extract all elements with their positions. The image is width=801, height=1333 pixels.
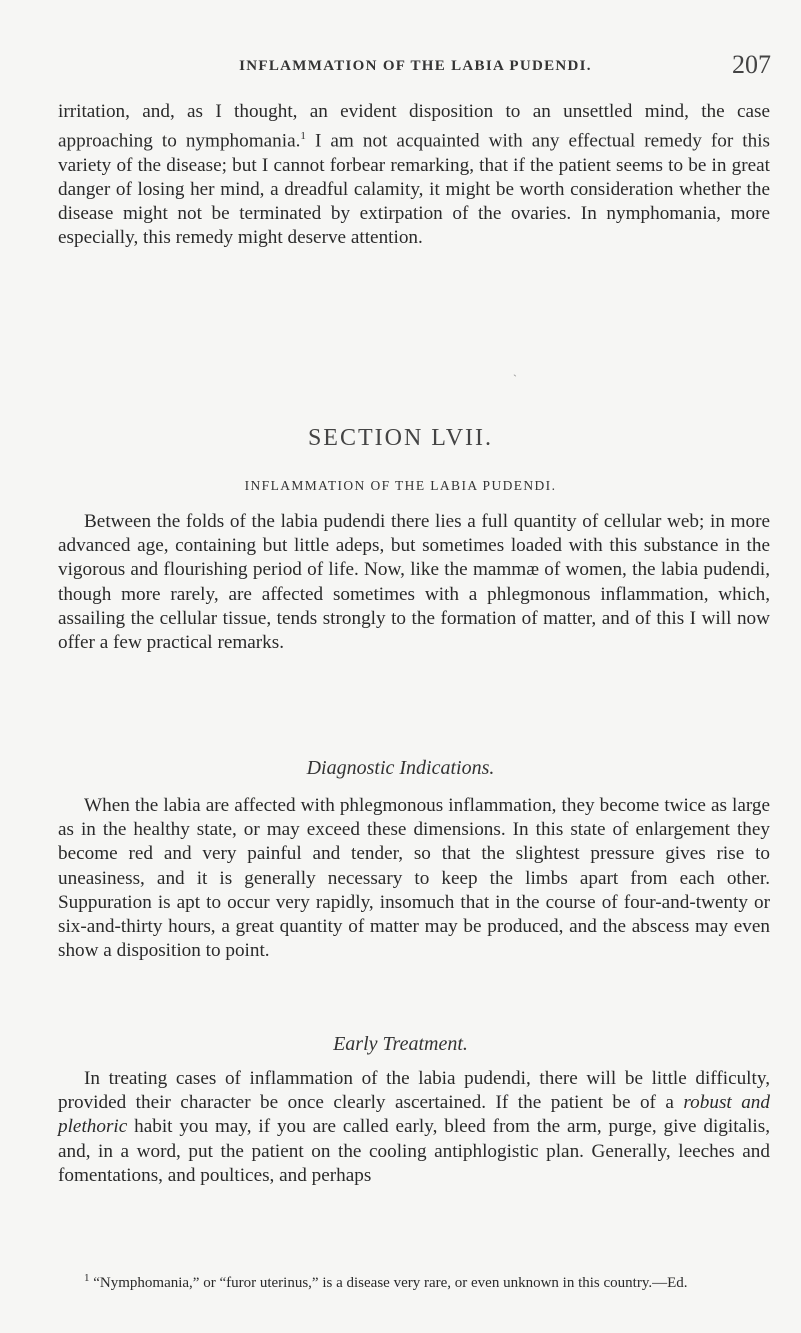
early-treatment-part2: habit you may, if you are called early, bleed from the arm, purge, give digitalis, and, in a word, put the patient on the cooling antiphlogistic plan. Generally, leeches and fomentations, and poultices, and perhaps	[58, 1116, 770, 1186]
top-paragraph-block	[58, 100, 770, 251]
footnote-text: “Nymphomania,” or “furor uterinus,” is a disease very rare, or even unknown in this country.—Ed.	[89, 1275, 688, 1291]
running-head: INFLAMMATION OF THE LABIA PUDENDI.	[239, 58, 592, 74]
early-treatment-paragraph	[58, 1067, 770, 1188]
intro-paragraph: Between the folds of the labia pudendi there lies a full quantity of cellular web; in more advanced age, containing but little adeps, but sometimes loaded with this substance in the vigorous and flourishing period of life. Now, like the mammæ of women, the labia pudendi, though more rarely, are affected sometimes with a phlegmonous inflammation, which, assailing the cellular tissue, tends strongly to the formation of matter, and of this I will now offer a few practical remarks.	[58, 511, 770, 654]
early-treatment-paragraph-block	[58, 1067, 770, 1188]
section-title: SECTION LVII.	[307, 425, 494, 451]
diagnostic-paragraph-block	[58, 794, 770, 963]
early-treatment-italic: robust and plethoric	[58, 1092, 770, 1138]
page-number: 207	[732, 50, 771, 79]
section-subtitle: INFLAMMATION OF THE LABIA PUDENDI.	[244, 478, 557, 493]
footnote-block	[58, 1268, 770, 1293]
early-treatment-part1: In treating cases of inflammation of the labia pudendi, there will be little difficulty, provided their character be once clearly ascertained. If the patient be of a	[58, 1068, 770, 1114]
footnote-reference: 1	[300, 130, 306, 143]
stray-mark: `	[513, 372, 517, 386]
top-paragraph-part2: I am not acquainted with any effectual remedy for this variety of the disease; but I cannot forbear remarking, that if the patient seems to be in great danger of losing her mind, a dreadful calamity, it might be worth consideration whether the disease might not be terminated by extirpation of the ovaries. In nymphomania, more especially, this remedy might deserve attention.	[58, 130, 770, 249]
diagnostic-heading: Diagnostic Indications.	[306, 757, 495, 779]
footnote-marker: 1	[84, 1272, 90, 1284]
top-paragraph	[58, 100, 770, 251]
top-paragraph-part1: irritation, and, as I thought, an evident disposition to an unsettled mind, the case approaching to nymphomania.	[58, 101, 770, 152]
footnote	[58, 1268, 770, 1293]
diagnostic-paragraph: When the labia are affected with phlegmonous inflammation, they become twice as large as in the healthy state, or may exceed these dimensions. In this state of enlargement they become red and very painful and tender, so that the slightest pressure gives rise to uneasiness, and it is generally necessary to keep the limbs apart from each other. Suppuration is apt to occur very rapidly, insomuch that in the course of four-and-twenty or six-and-thirty hours, a great quantity of matter may be produced, and the abscess may even show a disposition to point.	[58, 795, 770, 962]
early-treatment-heading: Early Treatment.	[333, 1033, 468, 1055]
intro-paragraph-block	[58, 510, 770, 655]
